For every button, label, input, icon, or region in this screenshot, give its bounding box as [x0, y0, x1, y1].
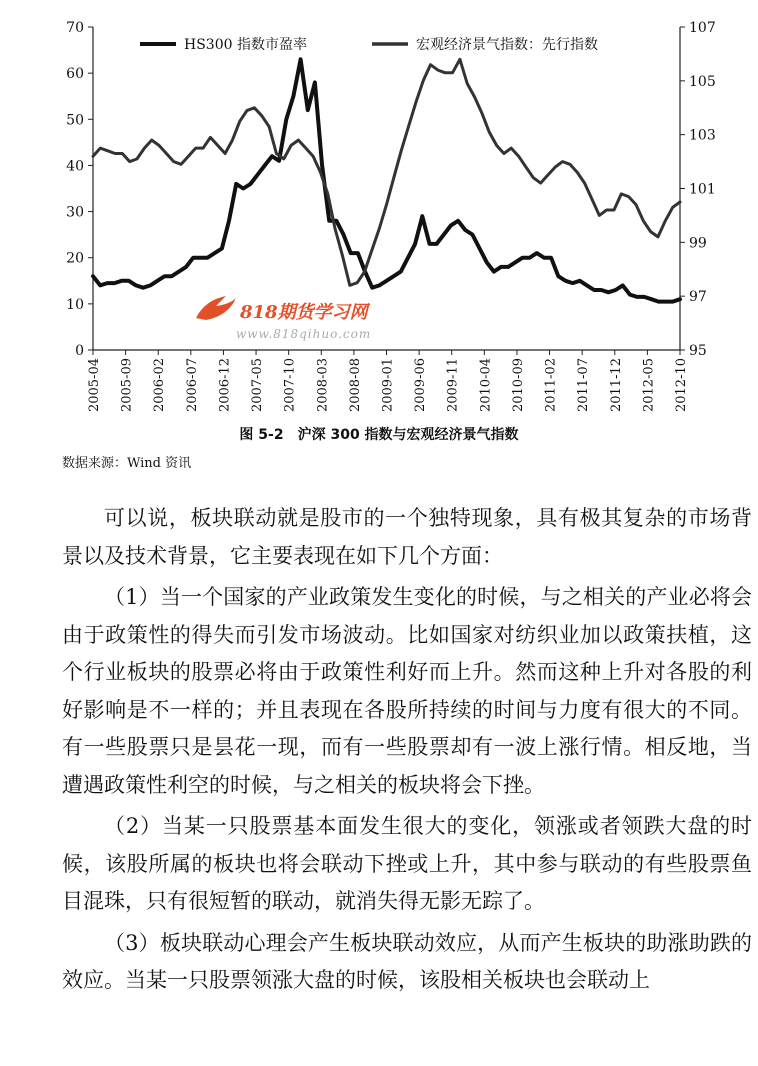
x-tick-label: 2008-03 [315, 358, 331, 413]
right-tick-label: 107 [689, 20, 716, 36]
figure-caption: 图 5-2 沪深 300 指数与宏观经济景气指数 [239, 427, 519, 443]
right-tick-label: 97 [689, 289, 707, 306]
right-tick-label: 99 [689, 235, 707, 252]
chart [0, 0, 758, 420]
chart-series [93, 59, 680, 301]
left-tick-label: 40 [66, 158, 84, 175]
x-tick-label: 2008-08 [347, 358, 363, 413]
right-tick-label: 105 [689, 73, 716, 90]
x-tick-label: 2006-12 [217, 358, 233, 413]
right-tick-label: 103 [689, 127, 716, 144]
x-tick-label: 2007-10 [282, 358, 298, 413]
x-tick-label: 2010-09 [510, 358, 526, 413]
left-tick-label: 70 [66, 20, 84, 36]
data-source: 数据来源：Wind 资讯 [62, 456, 192, 471]
x-tick-label: 2012-05 [641, 358, 657, 413]
x-tick-label: 2006-02 [152, 358, 168, 413]
x-tick-label: 2011-12 [608, 358, 624, 413]
x-tick-label: 2010-04 [478, 358, 494, 413]
x-tick-label: 2009-11 [445, 358, 461, 413]
series-line-leading-index [93, 59, 680, 285]
legend-label-leading-index: 宏观经济景气指数：先行指数 [416, 37, 598, 53]
paragraph-2: （2）当某一只股票基本面发生很大的变化，领涨或者领跌大盘的时候，该股所属的板块也将会联动下挫或上升，其中参与联动的有些股票鱼目混珠，只有很短暂的联动，就消失得无影无踪了。 [62, 814, 752, 913]
left-tick-label: 60 [66, 66, 84, 83]
left-tick-label: 10 [66, 296, 84, 313]
paragraph-3: （3）板块联动心理会产生板块联动效应，从而产生板块的助涨助跌的效应。当某一只股票领涨大盘的时候，该股相关板块也会联动上 [62, 930, 752, 992]
watermark-url: www.818qihuo.com [236, 327, 372, 341]
body-text [62, 500, 752, 1004]
x-tick-label: 2005-09 [119, 358, 135, 413]
legend-label-hs300-pe: HS300 指数市盈率 [184, 37, 307, 53]
paragraph-1: （1）当一个国家的产业政策发生变化的时候，与之相关的产业必将会由于政策性的得失而引发市场波动。比如国家对纺织业加以政策扶植，这个行业板块的股票必将由于政策性利好而上升。然而这种上升对各股的利好影响是不一样的；并且表现在各股所持续的时间与力度有很大的不同。有一些股票只是昙花一现，而有一些股票却有一波上涨行情。相反地，当遭遇政策性利空的时候，与之相关的板块将会下挫。 [62, 585, 752, 797]
left-tick-label: 50 [66, 112, 84, 129]
watermark-brand: 818期货学习网 [240, 302, 368, 323]
x-tick-label: 2006-07 [184, 358, 200, 413]
chart-legend [140, 36, 598, 53]
x-tick-label: 2007-05 [250, 358, 266, 413]
right-tick-label: 101 [689, 181, 716, 198]
chart-axes [66, 20, 716, 412]
x-tick-label: 2009-01 [380, 358, 396, 413]
x-tick-label: 2011-07 [576, 358, 592, 413]
paragraph-intro: 可以说，板块联动就是股市的一个独特现象，具有极其复杂的市场背景以及技术背景，它主要表现在如下几个方面： [62, 506, 752, 568]
x-tick-label: 2012-10 [674, 358, 689, 413]
x-tick-label: 2005-04 [87, 358, 102, 413]
x-tick-label: 2009-06 [413, 358, 429, 413]
left-tick-label: 0 [75, 343, 84, 359]
left-tick-label: 20 [66, 250, 84, 267]
left-tick-label: 30 [66, 204, 84, 221]
series-line-hs300-pe [93, 59, 680, 301]
right-tick-label: 95 [689, 343, 707, 359]
x-tick-label: 2011-02 [543, 358, 559, 413]
watermark [196, 296, 371, 341]
watermark-logo-icon [196, 296, 236, 320]
